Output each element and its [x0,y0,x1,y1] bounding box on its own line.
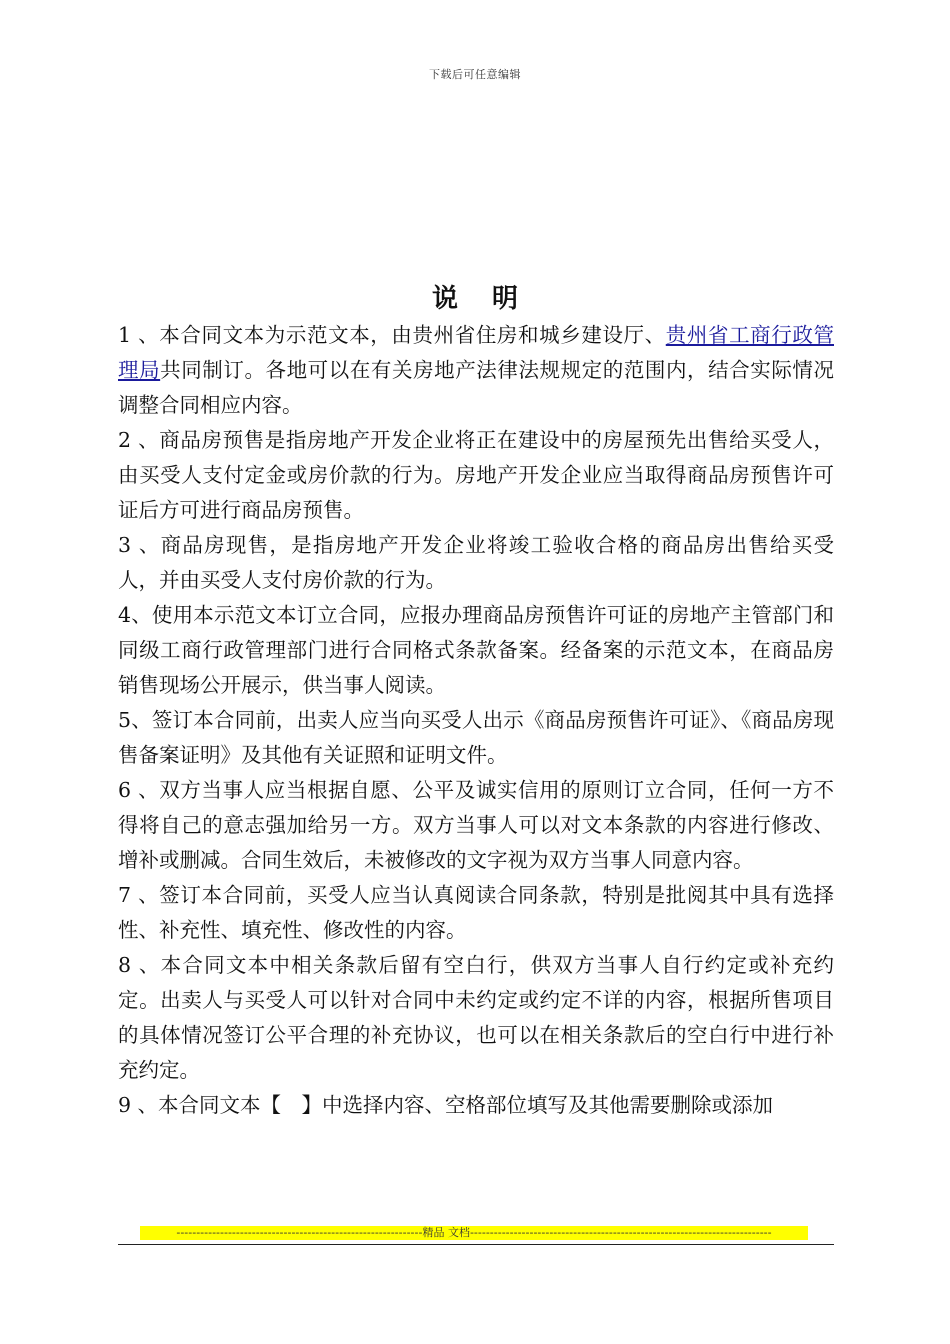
paragraph-5: 5、签订本合同前，出卖人应当向买受人出示《商品房预售许可证》、《商品房现售备案证明》及其他有关证照和证明文件。 [118,708,834,767]
paragraph-1-text-a: 1 、本合同文本为示范文本，由贵州省住房和城乡建设厅、 [118,323,666,347]
header-note: 下载后可任意编辑 [429,68,521,81]
paragraph-3: 3 、商品房现售，是指房地产开发企业将竣工验收合格的商品房出售给买受人，并由买受人支付房价款的行为。 [118,533,834,592]
paragraph-6: 6 、双方当事人应当根据自愿、公平及诚实信用的原则订立合同，任何一方不得将自己的意志强加给另一方。双方当事人可以对文本条款的内容进行修改、增补或删减。合同生效后，未被修改的文字视为双方当事人同意内容。 [118,778,834,872]
document-body [118,318,834,1123]
paragraph-7: 7 、签订本合同前，买受人应当认真阅读合同条款，特别是批阅其中具有选择性、补充性、填充性、修改性的内容。 [118,883,834,942]
footer-band: --------------------------------------------------------------精品 文档---------------------------------------------------------------------------- [140,1226,808,1240]
page-title: 说明 [431,284,552,314]
paragraph-1-text-b: 共同制订。各地可以在有关房地产法律法规规定的范围内，结合实际情况调整合同相应内容。 [118,358,835,417]
bureau-link[interactable]: 贵州省工商行政管理局 [118,323,834,382]
paragraph-1 [118,318,834,423]
paragraph-9: 9 、本合同文本【 】中选择内容、空格部位填写及其他需要删除或添加 [118,1093,774,1117]
paragraph-2: 2 、商品房预售是指房地产开发企业将正在建设中的房屋预先出售给买受人，由买受人支付定金或房价款的行为。房地产开发企业应当取得商品房预售许可证后方可进行商品房预售。 [118,428,834,522]
footer-rule [118,1244,834,1245]
paragraph-8: 8 、本合同文本中相关条款后留有空白行，供双方当事人自行约定或补充约定。出卖人与买受人可以针对合同中未约定或约定不详的内容，根据所售项目的具体情况签订公平合理的补充协议，也可以在相关条款后的空白行中进行补充约定。 [118,953,834,1082]
paragraph-4: 4、使用本示范文本订立合同，应报办理商品房预售许可证的房地产主管部门和同级工商行政管理部门进行合同格式条款备案。经备案的示范文本，在商品房销售现场公开展示，供当事人阅读。 [118,603,834,697]
